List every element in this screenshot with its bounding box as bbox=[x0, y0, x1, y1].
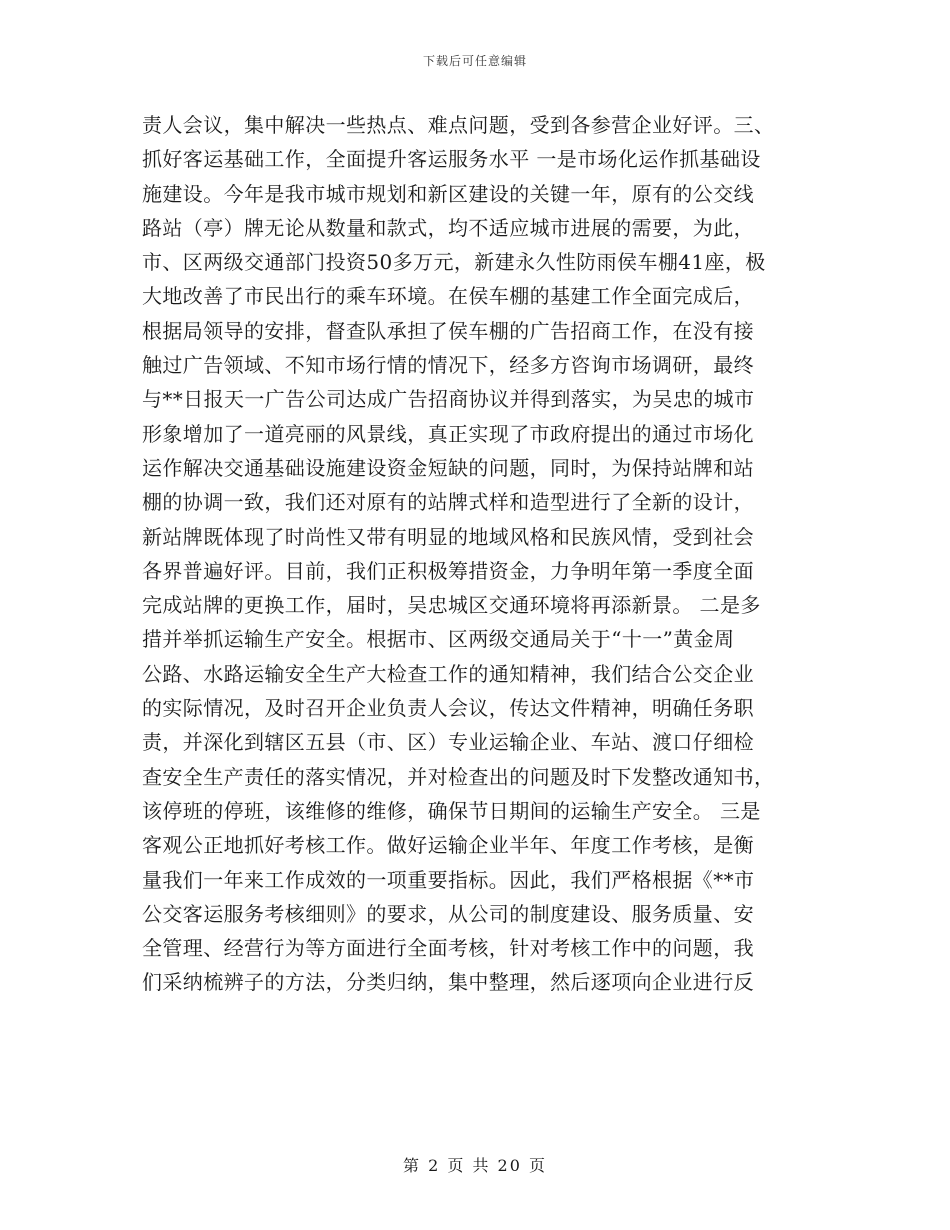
text-line: 责，并深化到辖区五县（市、区）专业运输企业、车站、渡口仔细检 bbox=[142, 730, 754, 755]
text-line: 的实际情况，及时召开企业负责人会议，传达文件精神，明确任务职 bbox=[142, 696, 754, 721]
text-line: 客观公正地抓好考核工作。做好运输企业半年、年度工作考核，是衡 bbox=[142, 833, 754, 858]
text-line: 大地改善了市民出行的乘车环境。在侯车棚的基建工作全面完成后， bbox=[142, 284, 754, 309]
text-line: 棚的协调一致，我们还对原有的站牌式样和造型进行了全新的设计， bbox=[142, 490, 754, 515]
text-line: 们采纳梳辨子的方法，分类归纳，集中整理，然后逐项向企业进行反 bbox=[142, 970, 754, 995]
text-line: 公路、水路运输安全生产大检查工作的通知精神，我们结合公交企业 bbox=[142, 661, 754, 686]
text-line: 完成站牌的更换工作，届时，吴忠城区交通环境将再添新景。 二是多 bbox=[142, 593, 761, 618]
text-line: 量我们一年来工作成效的一项重要指标。因此，我们严格根据《**市 bbox=[142, 867, 755, 892]
text-line: 形象增加了一道亮丽的风景线，真正实现了市政府提出的通过市场化 bbox=[142, 421, 754, 446]
text-line: 查安全生产责任的落实情况，并对检查出的问题及时下发整改通知书， bbox=[142, 764, 775, 789]
text-line: 运作解决交通基础设施建设资金短缺的问题，同时，为保持站牌和站 bbox=[142, 455, 754, 480]
page-header: 下载后可任意编辑 bbox=[422, 54, 527, 68]
body-text bbox=[142, 108, 817, 1000]
text-line: 施建设。今年是我市城市规划和新区建设的关键一年，原有的公交线 bbox=[142, 181, 754, 206]
text-line: 抓好客运基础工作，全面提升客运服务水平 一是市场化运作抓基础设 bbox=[142, 147, 761, 172]
text-line: 根据局领导的安排，督查队承担了侯车棚的广告招商工作，在没有接 bbox=[142, 318, 754, 343]
page-number: 第 2 页 共 20 页 bbox=[403, 1156, 547, 1175]
text-line: 公交客运服务考核细则》的要求，从公司的制度建设、服务质量、安 bbox=[142, 901, 754, 926]
text-line: 该停班的停班，该维修的维修，确保节日期间的运输生产安全。 三是 bbox=[142, 798, 761, 823]
text-line: 责人会议，集中解决一些热点、难点问题，受到各参营企业好评。三、 bbox=[142, 113, 775, 137]
text-line: 触过广告领域、不知市场行情的情况下，经多方咨询市场调研，最终 bbox=[142, 353, 754, 378]
text-line: 措并举抓运输生产安全。根据市、区两级交通局关于“十一”黄金周 bbox=[142, 627, 735, 652]
text-line: 各界普遍好评。目前，我们正积极筹措资金，力争明年第一季度全面 bbox=[142, 558, 754, 583]
text-line: 全管理、经营行为等方面进行全面考核，针对考核工作中的问题，我 bbox=[142, 936, 754, 961]
text-line: 与**日报天一广告公司达成广告招商协议并得到落实，为吴忠的城市 bbox=[142, 387, 755, 412]
text-line: 新站牌既体现了时尚性又带有明显的地域风格和民族风情，受到社会 bbox=[142, 524, 754, 549]
text-line: 市、区两级交通部门投资50多万元，新建永久性防雨侯车棚41座，极 bbox=[142, 250, 766, 275]
text-line: 路站（亭）牌无论从数量和款式，均不适应城市进展的需要，为此， bbox=[142, 215, 754, 240]
